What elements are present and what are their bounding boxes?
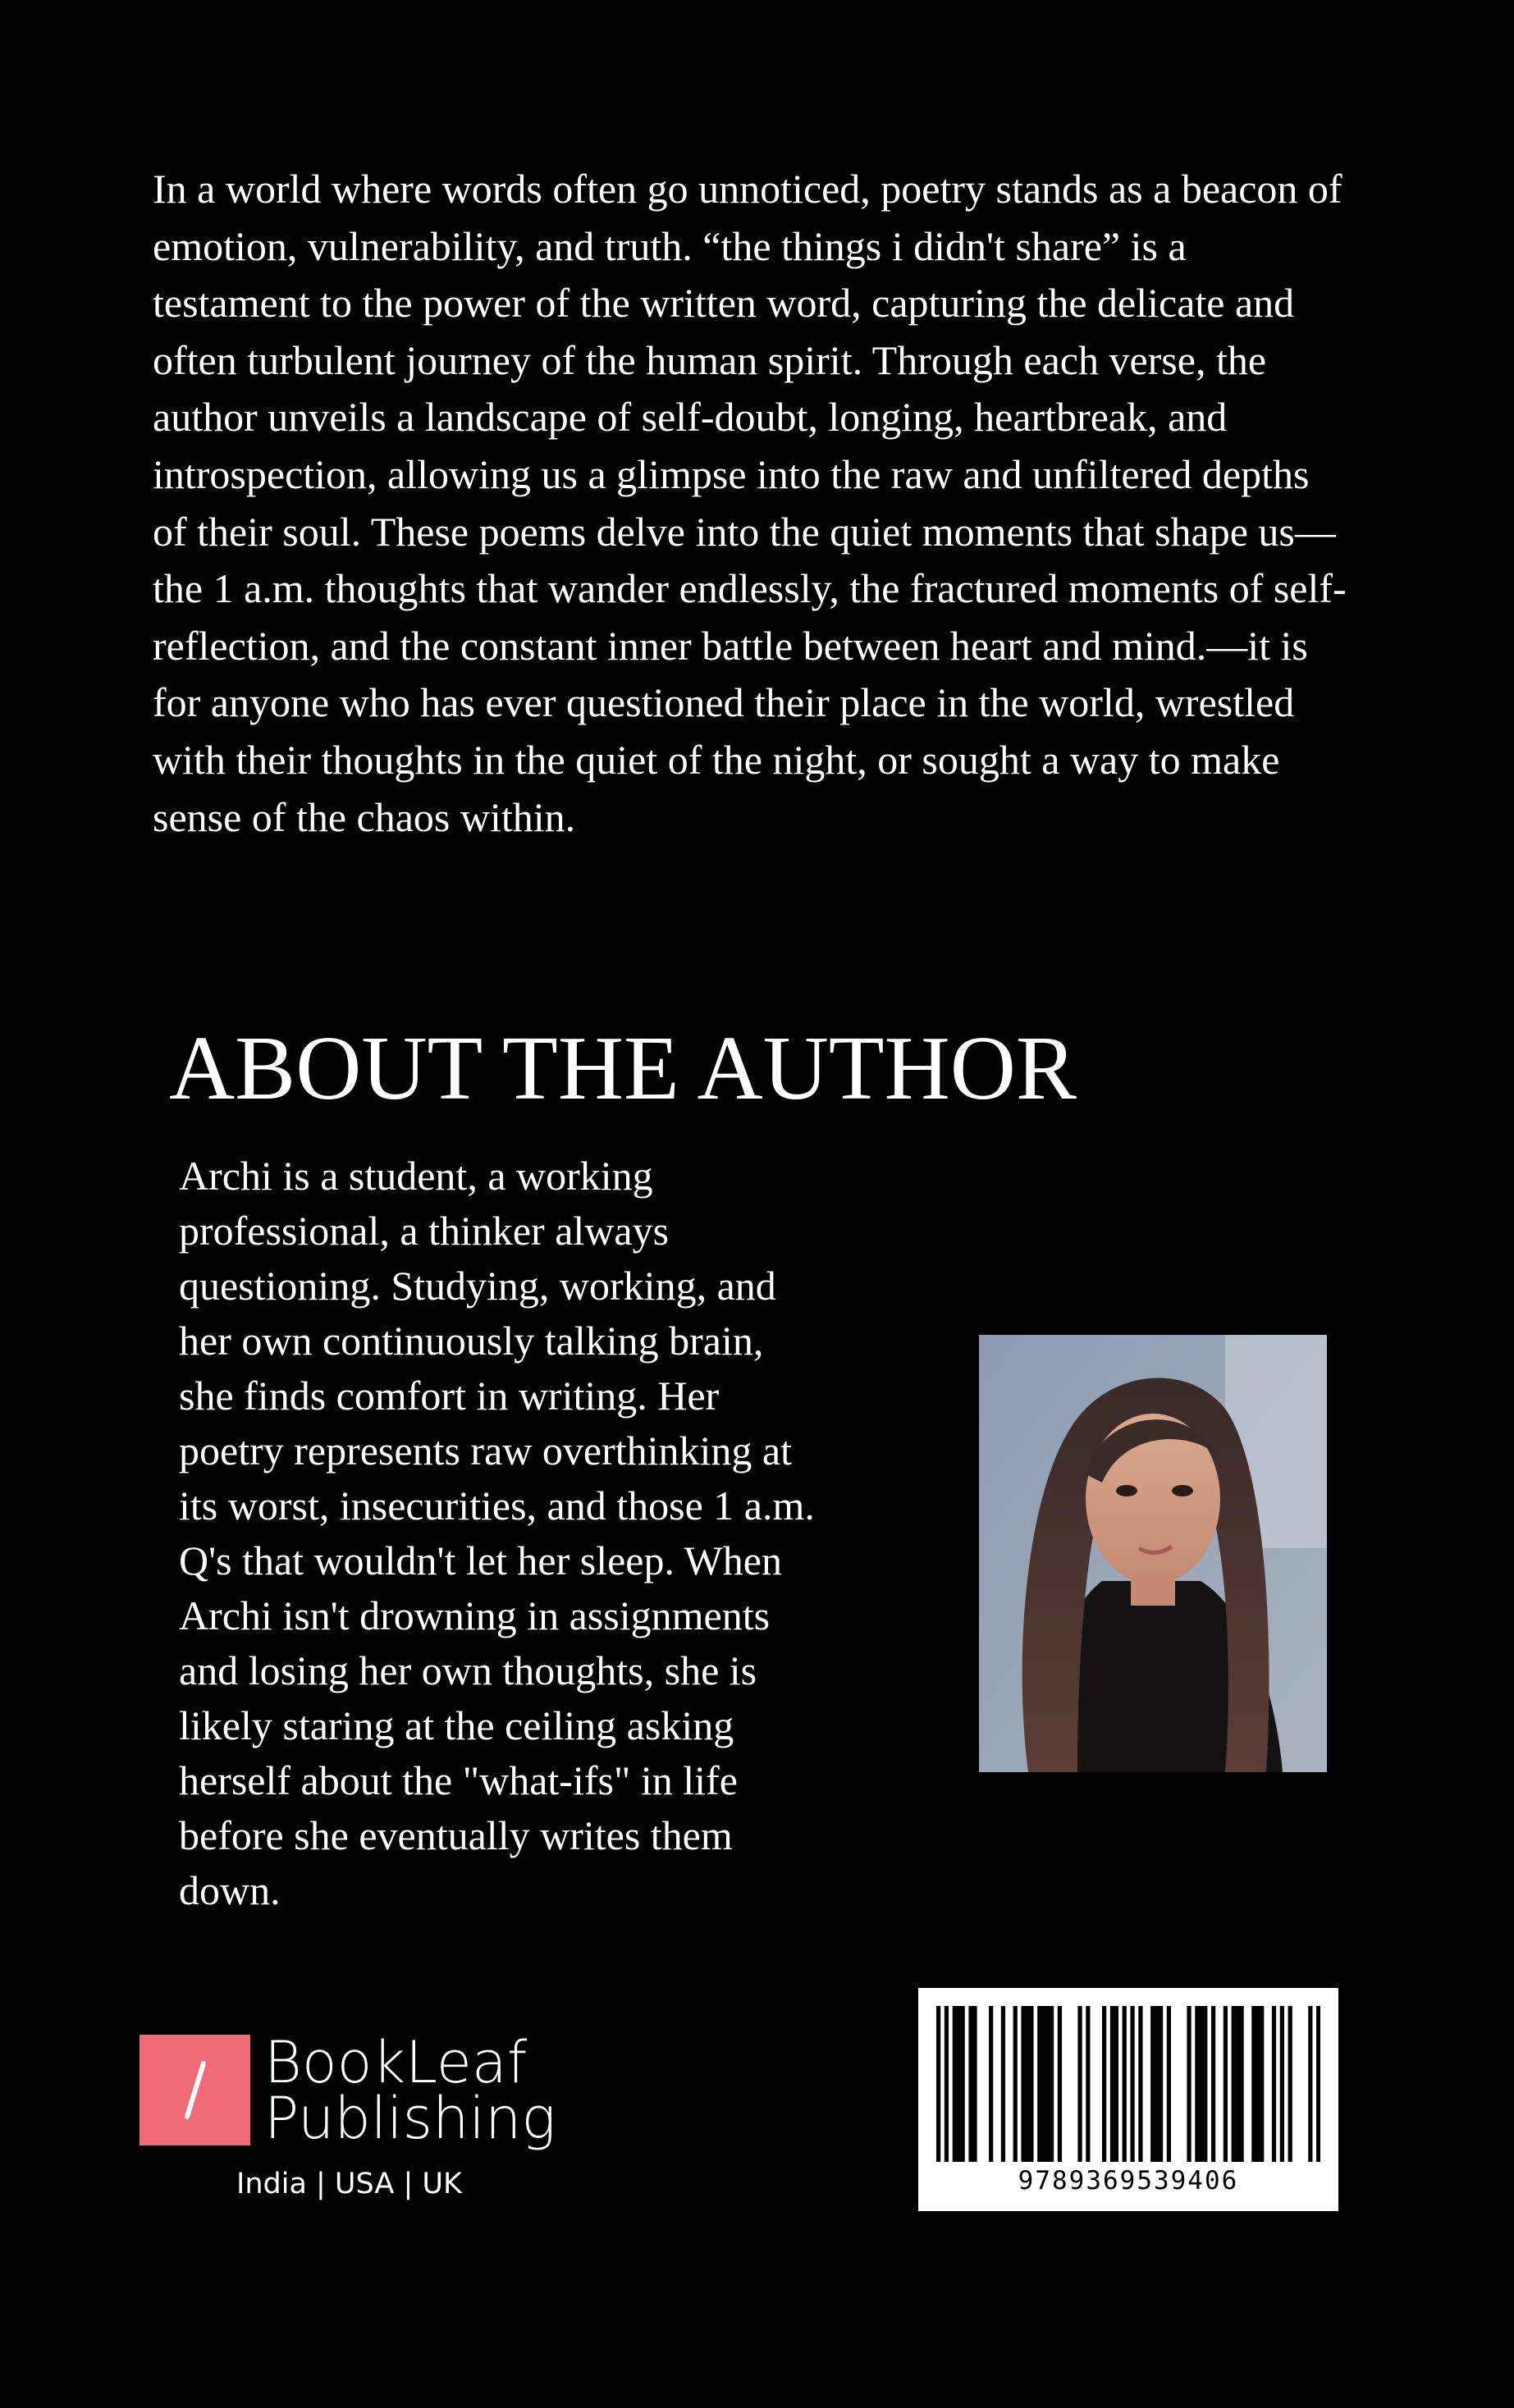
barcode-bar [1211, 2006, 1215, 2162]
barcode-bar [1288, 2006, 1292, 2162]
author-photo [979, 1335, 1327, 1772]
back-cover-blurb: In a world where words often go unnoticed, poetry stands as a beacon of emotion, vulnerability, and truth. “the things i didn't share” is a testament to the power of the written word, capturing the delicate and often turbulent journey of the human spirit. Through each verse, the author unveils a landscape of self-doubt, longing, heartbreak, and introspection, allowing us a glimpse into the raw and unfiltered depths of their soul. These poems delve into the quiet moments that shape us—the 1 a.m. thoughts that wander endlessly, the fractured moments of self-reflection, and the constant inner battle between heart and mind.—it is for anyone who has ever questioned their place in the world, wrestled with their thoughts in the quiet of the night, or sought a way to make sense of the chaos within. [153, 166, 1347, 840]
barcode-bar [1239, 2006, 1243, 2162]
barcode-bar [1037, 2006, 1041, 2162]
barcode-bar [1058, 2006, 1062, 2162]
barcode-bar [1025, 2006, 1029, 2162]
barcode-bar [1199, 2006, 1203, 2162]
barcode-bar [1021, 2006, 1025, 2162]
barcode-bar [1195, 2006, 1199, 2162]
barcode-bar [1114, 2006, 1118, 2162]
barcode-bar [1155, 2006, 1159, 2162]
barcode-bar [957, 2006, 961, 2162]
about-author-heading: ABOUT THE AUTHOR [169, 1018, 1077, 1119]
barcode-bar [1308, 2006, 1312, 2162]
barcode-bar [1029, 2006, 1033, 2162]
barcode-bar [1130, 2006, 1134, 2162]
barcode-bar [1167, 2006, 1171, 2162]
barcode-bar [1280, 2006, 1284, 2162]
isbn-number: 9789369539406 [1018, 2166, 1239, 2196]
isbn-barcode [918, 1988, 1338, 2211]
publisher-name-line1: BookLeaf [264, 2029, 528, 2096]
barcode-bar [1232, 2006, 1236, 2162]
barcode-bar [1123, 2006, 1127, 2162]
barcode-bar [1260, 2006, 1264, 2162]
barcode-bar [989, 2006, 993, 2162]
barcode-bar [1138, 2006, 1142, 2162]
author-bio: Archi is a student, a working professional, a thinker always questioning. Studying, working, and her own continuously talking brain, she finds comfort in writing. Her poetry represents raw overthinking at its worst, insecurities, and those 1 a.m. Q's that wouldn't let her sleep. When Archi isn't drowning in assignments and losing her own thoughts, she is likely staring at the ceiling asking herself about the "what-ifs" in life before she eventually writes them down. [179, 1153, 815, 1913]
barcode-bar [945, 2006, 949, 2162]
barcode-bar [1236, 2006, 1240, 2162]
barcode-bar [1272, 2006, 1276, 2162]
slash-icon [140, 2035, 250, 2145]
barcode-bar [1187, 2006, 1191, 2162]
barcode-bar [1001, 2006, 1005, 2162]
publisher-name-line2: Publishing [264, 2085, 556, 2152]
barcode-bar [953, 2006, 957, 2162]
barcode-bar [1050, 2006, 1054, 2162]
barcode-bar [1251, 2006, 1256, 2162]
barcode-bar [1110, 2006, 1114, 2162]
barcode-bar [1316, 2006, 1320, 2162]
barcode-bar [1013, 2006, 1018, 2162]
barcode-bar [1159, 2006, 1163, 2162]
barcode-bar [1256, 2006, 1260, 2162]
barcode-bar [1224, 2006, 1228, 2162]
barcode-bar [1150, 2006, 1155, 2162]
barcode-bar [936, 2006, 940, 2162]
barcode-bar [1086, 2006, 1090, 2162]
barcode-bar [1203, 2006, 1207, 2162]
barcode-bar [1077, 2006, 1082, 2162]
barcode-bars [936, 2006, 1320, 2162]
barcode-bar [968, 2006, 972, 2162]
barcode-bar [1045, 2006, 1050, 2162]
barcode-bar [1102, 2006, 1106, 2162]
barcode-bar [1041, 2006, 1045, 2162]
publisher-regions: India | USA | UK [236, 2168, 462, 2200]
barcode-bar [972, 2006, 977, 2162]
barcode-bar [961, 2006, 965, 2162]
